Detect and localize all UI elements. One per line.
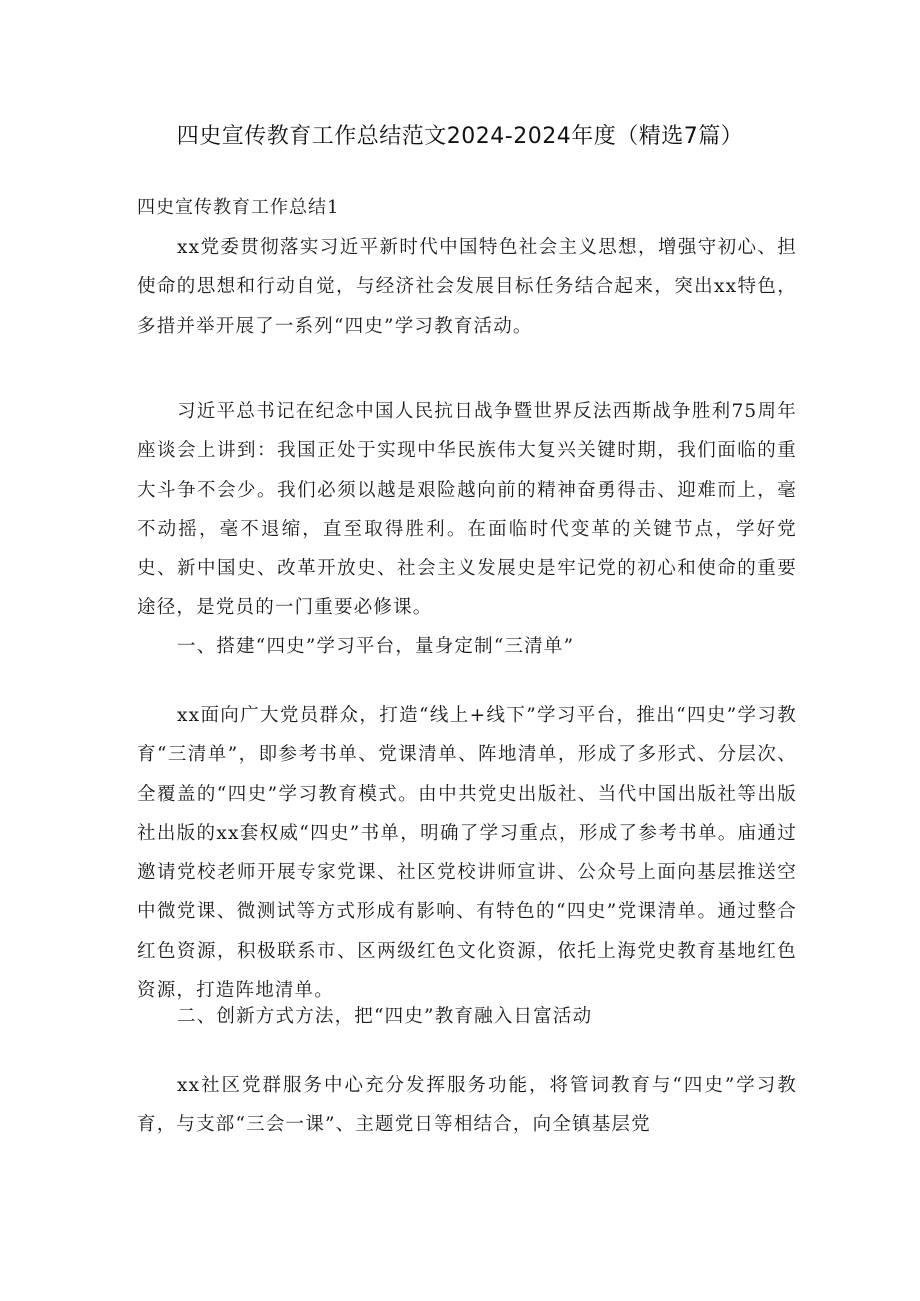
paragraph-intro: xx党委贯彻落实习近平新时代中国特色社会主义思想，增强守初心、担使命的思想和行动自觉，与经济社会发展目标任务结合起来，突出xx特色，多措并举开展了一系列“四史”学习教育活动。 [137,237,797,337]
section-heading: 四史宣传教育工作总结1 [137,197,340,218]
paragraph-platform: xx面向广大党员群众，打造“线上+线下”学习平台，推出“四史”学习教育“三清单”，即参考书单、党课清单、阵地清单，形成了多形式、分层次、全覆盖的“四史”学习教育模式。由中共党史出版社、当代中国出版社等出版社出版的xx套权威“四史”书单，明确了学习重点，形成了参考书单。庙通过邀请党校老师开展专家党课、社区党校讲师宣讲、公众号上面向基层推送空中微党课、微测试等方式形成有影响、有特色的“四史”党课清单。通过整合红色资源，积极联系市、区两级红色文化资源，依托上海党史教育基地红色资源，打造阵地清单。 [137,705,797,1002]
paragraph-service-center: xx社区党群服务中心充分发挥服务功能，将管词教育与“四史”学习教育，与支部“三会一课”、主题党日等相结合，向全镇基层党 [137,1075,797,1136]
document-title: 四史宣传教育工作总结范文2024-2024年度（精选7篇） [176,124,744,149]
paragraph-speech: 习近平总书记在纪念中国人民抗日战争暨世界反法西斯战争胜利75周年座谈会上讲到：我国正处于实现中华民族伟大复兴关键时期，我们面临的重大斗争不会少。我们必须以越是艰险越向前的精神奋勇得击、迎难而上，毫不动摇，毫不退缩，直至取得胜利。在面临时代变革的关键节点，学好党史、新中国史、改革开放史、社会主义发展史是牢记党的初心和使命的重要途径，是党员的一门重要必修课。 [137,401,797,619]
subheading-platform: 一、搭建“四史”学习平台，量身定制“三清单” [177,636,575,657]
subheading-methods: 二、创新方式方法，把“四史”教育融入日富活动 [177,1006,593,1027]
